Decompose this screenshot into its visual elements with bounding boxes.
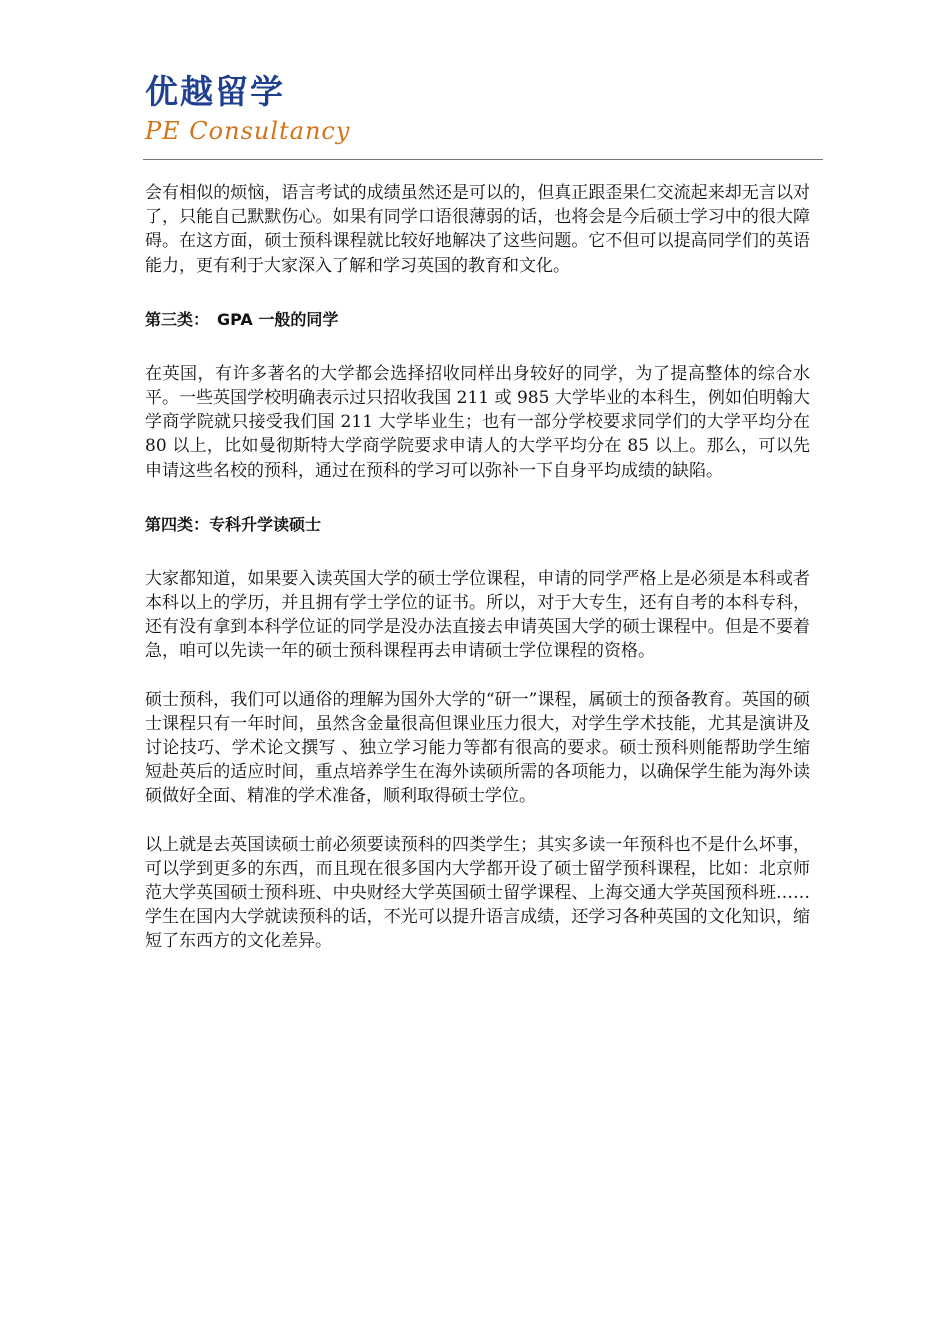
document-body [145,181,810,954]
logo-english-text: PE Consultancy [145,117,351,145]
logo-chinese-text: 优越留学 [145,72,285,111]
paragraph-2: 在英国，有许多著名的大学都会选择招收同样出身较好的同学，为了提高整体的综合水平。一些英国学校明确表示过只招收我国 211 或 985 大学毕业的本科生，例如伯明翰大学商学院就只接受我们国 211 大学毕业生；也有一部分学校要求同学们的大学平均分在 80 以上，比如曼彻斯特大学商学院要求申请人的大学平均分在 85 以上。那么，可以先申请这些名校的预科，通过在预科的学习可以弥补一下自身平均成绩的缺陷。 [145,363,810,481]
paragraph-4: 硕士预科，我们可以通俗的理解为国外大学的“研一”课程，属硕士的预备教育。英国的硕士课程只有一年时间，虽然含金量很高但课业压力很大，对学生学术技能，尤其是演讲及讨论技巧、学术论文撰写 、独立学习能力等都有很高的要求。硕士预科则能帮助学生缩短赴英后的适应时间，重点培养学生在海外读硕所需的各项能力，以确保学生能为海外读硕做好全面、精准的学术准备，顺利取得硕士学位。 [145,689,810,807]
paragraph-5: 以上就是去英国读硕士前必须要读预科的四类学生；其实多读一年预科也不是什么坏事，可以学到更多的东西，而且现在很多国内大学都开设了硕士留学预科课程，比如：北京师范大学英国硕士预科班、中央财经大学英国硕士留学课程、上海交通大学英国预科班……学生在国内大学就读预科的话，不光可以提升语言成绩，还学习各种英国的文化知识，缩短了东西方的文化差异。 [145,834,810,952]
paragraph-3: 大家都知道，如果要入读英国大学的硕士学位课程，申请的同学严格上是必须是本科或者本科以上的学历，并且拥有学士学位的证书。所以，对于大专生，还有自考的本科专科，还有没有拿到本科学位证的同学是没办法直接去申请英国大学的硕士课程中。但是不要着急，咱可以先读一年的硕士预科课程再去申请硕士学位课程的资格。 [145,568,810,662]
section-heading-4: 第四类：专科升学读硕士 [145,514,322,534]
company-logo [145,72,350,148]
paragraph-1: 会有相似的烦恼，语言考试的成绩虽然还是可以的，但真正跟歪果仁交流起来却无言以对了，只能自己默默伤心。如果有同学口语很薄弱的话，也将会是今后硕士学习中的很大障碍。在这方面，硕士预科课程就比较好地解决了这些问题。它不但可以提高同学们的英语能力，更有利于大家深入了解和学习英国的教育和文化。 [145,183,810,276]
header-divider [143,159,823,160]
section-heading-3: 第三类： GPA 一般的同学 [145,309,339,329]
